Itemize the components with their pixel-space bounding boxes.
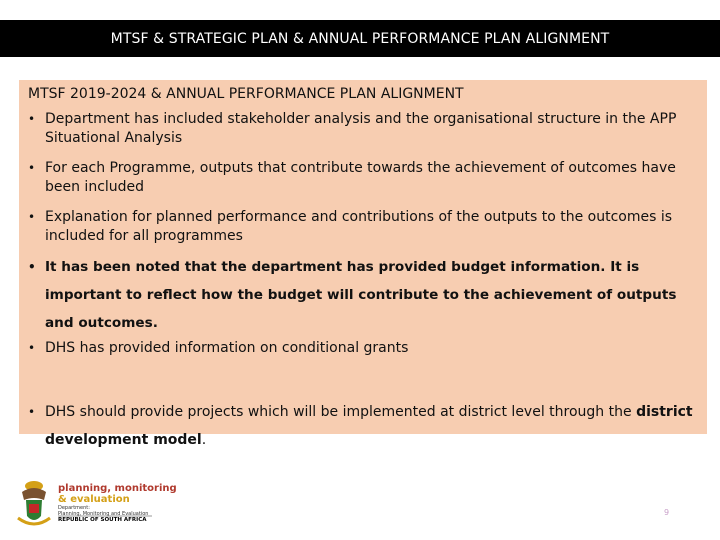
list-item-text: DHS has provided information on conditional grants xyxy=(45,340,409,356)
list-item-text: It has been noted that the department has provided budget information. It is important to reflect how the budget will contribute to the achievement of outputs and outcomes. xyxy=(45,259,677,331)
list-item-text: For each Programme, outputs that contribute towards the achievement of outcomes have been included xyxy=(45,160,676,195)
logo-country: REPUBLIC OF SOUTH AFRICA xyxy=(58,517,147,523)
logo-line-1: planning, monitoring xyxy=(58,483,177,494)
pme-logo-text xyxy=(58,483,177,524)
list-item xyxy=(28,253,699,337)
logo-line-2: & evaluation xyxy=(58,494,130,505)
slide-title-bar xyxy=(0,20,720,57)
bullet-icon: • xyxy=(28,260,36,274)
list-item xyxy=(28,339,699,358)
bullet-icon: • xyxy=(28,112,36,126)
content-panel xyxy=(19,80,707,448)
list-item-bold-text: district development model xyxy=(45,404,693,448)
list-item xyxy=(28,208,699,246)
logo-department-name: Planning, Monitoring and Evaluation xyxy=(58,511,149,517)
list-item-end: . xyxy=(201,432,207,448)
logo-department-label: Department: xyxy=(58,505,90,511)
list-item xyxy=(28,159,699,197)
section-heading: MTSF 2019-2024 & ANNUAL PERFORMANCE PLAN ALIGNMENT xyxy=(28,86,464,102)
bullet-icon: • xyxy=(28,210,36,224)
bullet-icon: • xyxy=(28,161,36,175)
list-item-text: Department has included stakeholder analysis and the organisational structure in the APP Situational Analysis xyxy=(45,111,677,146)
page-number: 9 xyxy=(664,508,670,517)
bullet-icon: • xyxy=(28,405,36,419)
list-item-text: Explanation for planned performance and contributions of the outputs to the outcomes is included for all programmes xyxy=(45,209,673,244)
list-item-text: DHS should provide projects which will be implemented at district level through the xyxy=(45,404,637,420)
bullet-icon: • xyxy=(28,341,36,355)
bullet-list xyxy=(28,110,699,454)
list-item xyxy=(28,110,699,148)
slide-title: MTSF & STRATEGIC PLAN & ANNUAL PERFORMANCE PLAN ALIGNMENT xyxy=(110,30,610,47)
list-item xyxy=(28,398,699,454)
